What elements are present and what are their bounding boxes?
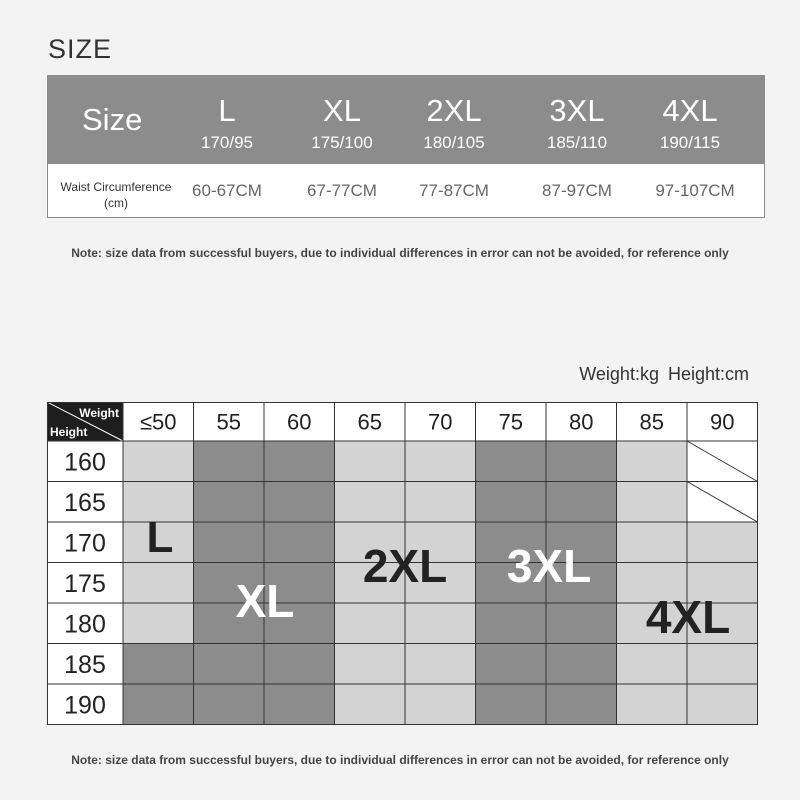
size-header-label: Size xyxy=(82,102,143,137)
waist-label-text: Waist Circumference xyxy=(60,180,172,194)
grid-cell-dark xyxy=(194,644,265,685)
size-height-chest: 185/110 xyxy=(546,133,608,152)
grid-cell-light xyxy=(617,522,688,563)
grid-cell-light xyxy=(405,482,476,523)
grid-cell-light xyxy=(405,644,476,685)
weight-tick-label: ≤50 xyxy=(139,409,177,435)
size-name: 4XL xyxy=(662,93,718,128)
grid-cell-light xyxy=(335,482,406,523)
corner-height-label: Height xyxy=(50,425,88,439)
height-tick-label: 190 xyxy=(64,691,106,720)
weight-tick-label: 80 xyxy=(569,409,594,435)
waist-value: 77-87CM xyxy=(419,181,489,200)
grid-cell-dark xyxy=(546,441,617,482)
size-name: 3XL xyxy=(549,93,605,128)
grid-cell-light xyxy=(123,563,194,604)
size-table-header xyxy=(48,76,764,164)
grid-cell-light xyxy=(335,644,406,685)
grid-cell-dark xyxy=(476,482,547,523)
note-bottom: Note: size data from successful buyers, due to individual differences in error can not be avoided, for reference only xyxy=(71,753,729,767)
grid-cell-dark xyxy=(194,684,265,725)
weight-tick-label: 90 xyxy=(710,409,735,435)
grid-cell-dark xyxy=(194,522,265,563)
grid-cell-light xyxy=(687,644,758,685)
waist-label xyxy=(48,179,184,211)
grid-cell-light xyxy=(687,522,758,563)
size-column-xl xyxy=(297,94,387,154)
size-zone-label: XL xyxy=(235,575,295,627)
grid-cell-dark xyxy=(476,603,547,644)
units-label: Weight:kg Height:cm xyxy=(579,364,749,384)
size-zone-label: 2XL xyxy=(362,540,448,592)
height-tick-label: 165 xyxy=(64,488,106,517)
waist-value: 87-97CM xyxy=(542,181,612,200)
grid-cell-dark xyxy=(194,441,265,482)
weight-tick-label: 55 xyxy=(216,409,241,435)
page-title: SIZE xyxy=(48,34,113,64)
grid-cell-dark xyxy=(123,644,194,685)
grid-cell-dark xyxy=(546,482,617,523)
size-name: 2XL xyxy=(426,93,482,128)
size-height-chest: 180/105 xyxy=(423,133,485,152)
size-zone-label: 4XL xyxy=(645,591,731,643)
grid-cell-light xyxy=(687,684,758,725)
size-height-chest: 190/115 xyxy=(659,133,721,152)
size-chart-svg xyxy=(47,402,758,725)
weight-tick-label: 60 xyxy=(287,409,312,435)
grid-cell-light xyxy=(617,482,688,523)
size-table xyxy=(47,75,765,218)
grid-cell-light xyxy=(617,441,688,482)
size-chart-grid xyxy=(47,402,758,725)
grid-cell-dark xyxy=(546,684,617,725)
grid-cell-light xyxy=(617,684,688,725)
size-column-l xyxy=(182,94,272,154)
grid-cell-dark xyxy=(264,684,335,725)
grid-cell-dark xyxy=(264,522,335,563)
weight-tick-label: 70 xyxy=(428,409,453,435)
waist-label-unit: (cm) xyxy=(104,196,128,210)
height-tick-label: 160 xyxy=(64,448,106,477)
grid-cell-light xyxy=(335,603,406,644)
size-column-4xl xyxy=(645,94,735,154)
weight-tick-label: 75 xyxy=(498,409,523,435)
grid-cell-dark xyxy=(194,482,265,523)
height-tick-label: 185 xyxy=(64,650,106,679)
grid-cell-dark xyxy=(476,684,547,725)
corner-weight-label: Weight xyxy=(79,406,119,420)
size-height-chest: 175/100 xyxy=(311,133,373,152)
height-tick-label: 170 xyxy=(64,529,106,558)
waist-value: 97-107CM xyxy=(655,181,735,200)
grid-cell-dark xyxy=(123,684,194,725)
grid-cell-light xyxy=(405,603,476,644)
grid-cell-dark xyxy=(264,482,335,523)
grid-cell-dark xyxy=(546,603,617,644)
grid-cell-light xyxy=(123,441,194,482)
size-name: XL xyxy=(323,93,361,128)
grid-cell-light xyxy=(335,441,406,482)
size-column-2xl xyxy=(409,94,499,154)
grid-cell-light xyxy=(405,441,476,482)
grid-cell-light xyxy=(617,644,688,685)
grid-cell-dark xyxy=(476,644,547,685)
grid-cell-light xyxy=(123,603,194,644)
note-top: Note: size data from successful buyers, due to individual differences in error can not be avoided, for reference only xyxy=(71,246,729,260)
weight-tick-label: 65 xyxy=(357,409,382,435)
grid-cell-dark xyxy=(476,441,547,482)
grid-cell-dark xyxy=(546,644,617,685)
size-zone-label: L xyxy=(146,513,174,562)
size-height-chest: 170/95 xyxy=(201,133,253,152)
size-zone-label: 3XL xyxy=(506,540,592,592)
height-tick-label: 180 xyxy=(64,610,106,639)
size-column-3xl xyxy=(532,94,622,154)
height-tick-label: 175 xyxy=(64,569,106,598)
grid-cell-light xyxy=(335,684,406,725)
grid-cell-light xyxy=(405,684,476,725)
size-name: L xyxy=(218,93,236,128)
grid-cell-dark xyxy=(264,644,335,685)
weight-tick-label: 85 xyxy=(639,409,664,435)
waist-value: 67-77CM xyxy=(307,181,377,200)
waist-value: 60-67CM xyxy=(192,181,262,200)
grid-cell-dark xyxy=(264,441,335,482)
